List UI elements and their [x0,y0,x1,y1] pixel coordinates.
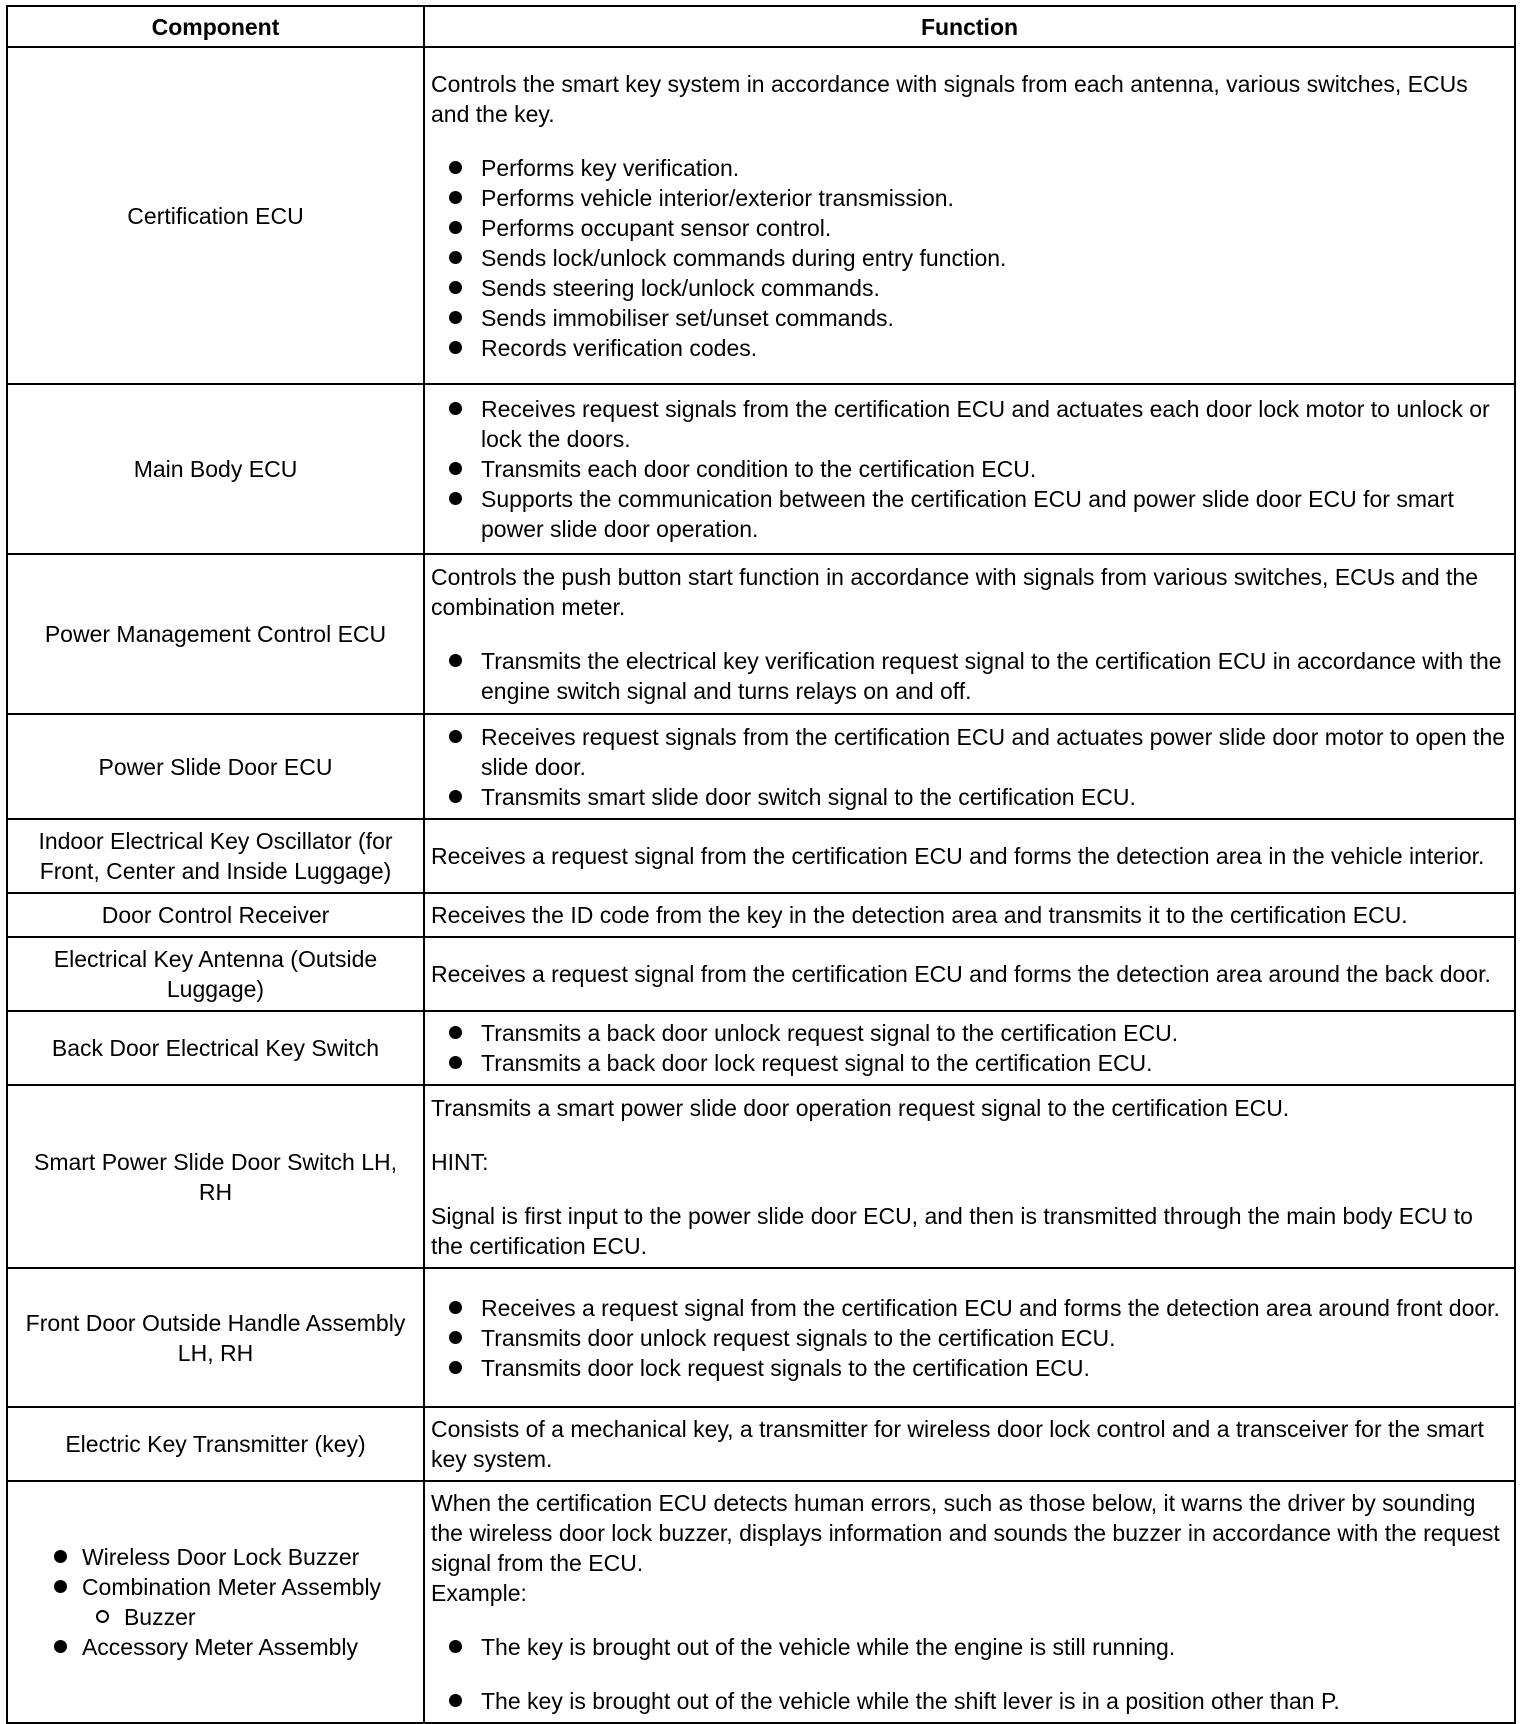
list-item: Transmits door unlock request signals to the certification ECU. [431,1323,1508,1353]
component-cell: Door Control Receiver [7,893,424,937]
function-intro: Controls the push button start function in accordance with signals from various switches, ECUs and the combination meter. [431,564,1479,620]
list-item: Receives a request signal from the certification ECU and forms the detection area around front door. [431,1293,1508,1323]
table-row [7,1481,1515,1723]
list-item: Transmits a back door unlock request signal to the certification ECU. [431,1018,1508,1048]
list-item: Wireless Door Lock Buzzer [50,1542,381,1572]
table-row [7,893,1515,937]
table-row [7,819,1515,893]
function-bullet-list [431,1018,1508,1078]
function-text: Transmits a smart power slide door operation request signal to the certification ECU. [431,1094,1290,1121]
function-bullet-list [431,1293,1508,1383]
list-item: Sends steering lock/unlock commands. [431,273,1508,303]
table-row [7,1407,1515,1481]
component-function-table [6,5,1516,1724]
table-row [7,1085,1515,1268]
list-item: Transmits door lock request signals to the certification ECU. [431,1353,1508,1383]
function-cell [424,554,1515,714]
table-row [7,1011,1515,1085]
list-item: Records verification codes. [431,333,1508,363]
table-row [7,714,1515,819]
function-cell [424,1481,1515,1723]
list-item: Sends lock/unlock commands during entry function. [431,243,1508,273]
function-bullet-list [431,646,1508,706]
list-item: The key is brought out of the vehicle while the shift lever is in a position other than P. [431,1686,1508,1716]
function-bullet-list [431,153,1508,363]
function-cell [424,1085,1515,1268]
example-label: Example: [431,1580,527,1606]
function-cell [424,47,1515,384]
component-cell [7,1481,424,1723]
list-item: Transmits each door condition to the certification ECU. [431,454,1508,484]
component-cell: Power Management Control ECU [7,554,424,714]
header-row [7,6,1515,47]
function-cell: Receives a request signal from the certification ECU and forms the detection area around the back door. [424,937,1515,1011]
function-cell [424,1268,1515,1407]
column-header-component: Component [7,6,424,47]
list-item: Accessory Meter Assembly [50,1632,381,1662]
component-cell: Main Body ECU [7,384,424,554]
function-intro: Controls the smart key system in accordance with signals from each antenna, various switches, ECUs and the key. [431,70,1468,127]
component-cell: Indoor Electrical Key Oscillator (for Front, Center and Inside Luggage) [7,819,424,893]
table-row [7,47,1515,384]
component-cell: Smart Power Slide Door Switch LH, RH [7,1085,424,1268]
component-cell: Electrical Key Antenna (Outside Luggage) [7,937,424,1011]
component-cell: Back Door Electrical Key Switch [7,1011,424,1085]
list-item: Performs vehicle interior/exterior transmission. [431,183,1508,213]
function-cell [424,384,1515,554]
function-bullet-list [431,722,1508,812]
component-cell: Power Slide Door ECU [7,714,424,819]
list-item: Receives request signals from the certification ECU and actuates power slide door motor to open the slide door. [431,722,1508,782]
list-item: The key is brought out of the vehicle while the engine is still running. [431,1632,1508,1662]
list-item: Sends immobiliser set/unset commands. [431,303,1508,333]
list-item: Transmits a back door lock request signal to the certification ECU. [431,1048,1508,1078]
list-spacer [431,1662,1508,1686]
table-row [7,554,1515,714]
hint-label: HINT: [431,1148,489,1175]
function-bullet-list [431,394,1508,544]
function-cell [424,1011,1515,1085]
list-item: Combination Meter Assembly [50,1572,381,1602]
list-item: Transmits the electrical key verification request signal to the certification ECU in accordance with the engine switch signal and turns relays on and off. [431,646,1508,706]
function-cell: Receives the ID code from the key in the detection area and transmits it to the certification ECU. [424,893,1515,937]
function-intro: When the certification ECU detects human errors, such as those below, it warns the driver by sounding the wireless door lock buzzer, displays information and sounds the buzzer in accordance with the request signal from the ECU. [431,1490,1500,1576]
function-cell: Consists of a mechanical key, a transmitter for wireless door lock control and a transceiver for the smart key system. [424,1407,1515,1481]
function-cell [424,714,1515,819]
table-row [7,937,1515,1011]
table-row [7,1268,1515,1407]
list-item: Receives request signals from the certification ECU and actuates each door lock motor to unlock or lock the doors. [431,394,1508,454]
component-cell: Front Door Outside Handle Assembly LH, RH [7,1268,424,1407]
function-bullet-list [431,1632,1508,1716]
table-row [7,384,1515,554]
list-item: Performs occupant sensor control. [431,213,1508,243]
column-header-function: Function [424,6,1515,47]
list-item: Buzzer [50,1602,381,1632]
list-item: Transmits smart slide door switch signal to the certification ECU. [431,782,1508,812]
hint-text: Signal is first input to the power slide door ECU, and then is transmitted through the main body ECU to the certification ECU. [431,1202,1473,1259]
component-cell: Certification ECU [7,47,424,384]
function-cell: Receives a request signal from the certification ECU and forms the detection area in the vehicle interior. [424,819,1515,893]
component-cell: Electric Key Transmitter (key) [7,1407,424,1481]
list-item: Supports the communication between the certification ECU and power slide door ECU for smart power slide door operation. [431,484,1508,544]
list-item: Performs key verification. [431,153,1508,183]
component-bullet-list [50,1542,381,1662]
